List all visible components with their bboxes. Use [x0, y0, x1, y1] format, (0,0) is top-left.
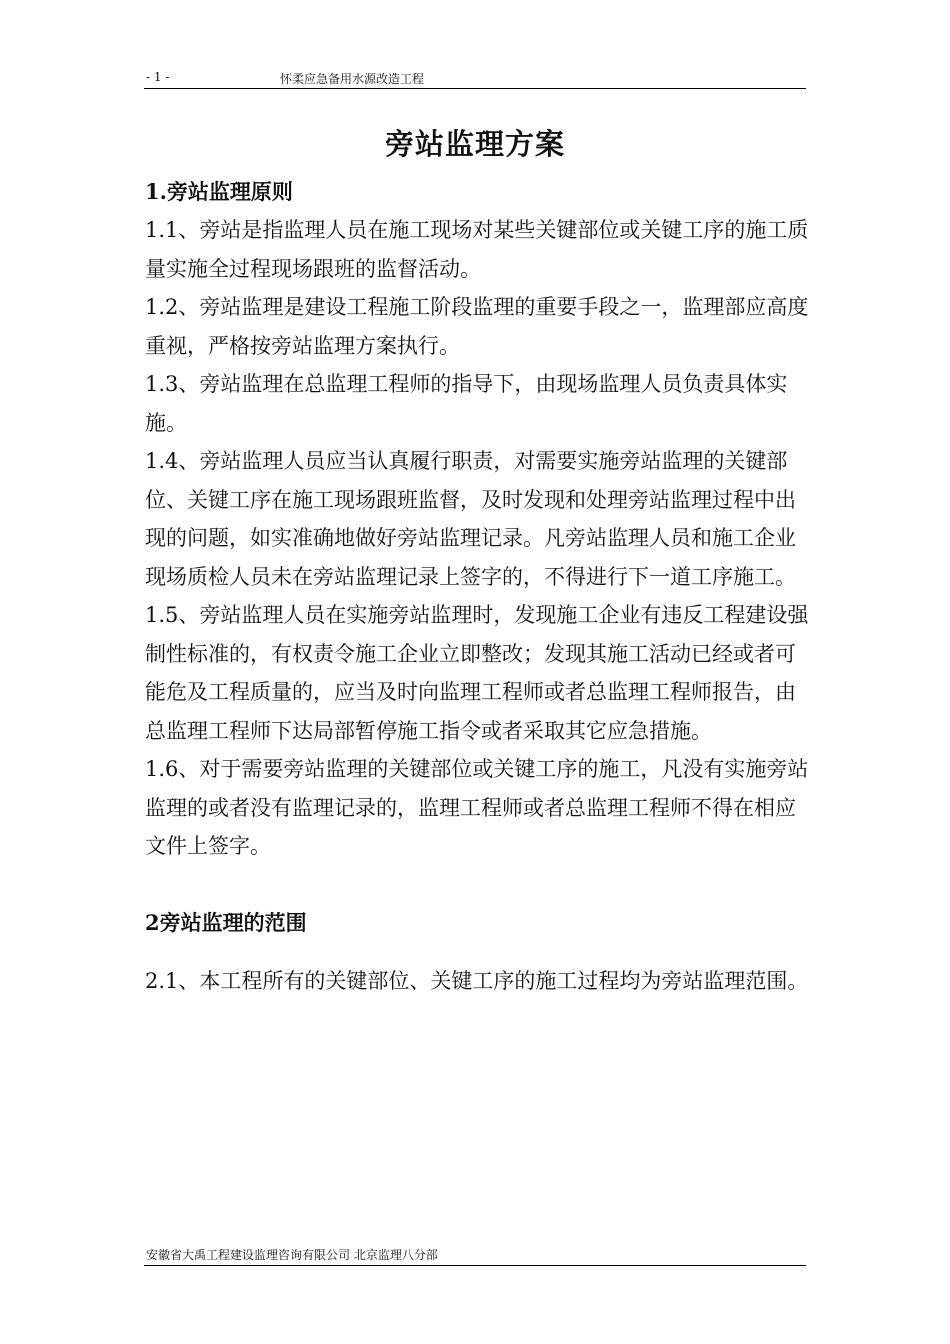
- project-name: 怀柔应急备用水源改造工程: [280, 72, 425, 86]
- page-footer: [144, 1246, 806, 1266]
- paragraph-1-5: 1.5、旁站监理人员在实施旁站监理时，发现施工企业有违反工程建设强制性标准的，有权责令施工企业立即整改；发现其施工活动已经或者可能危及工程质量的，应当及时向监理工程师或者总监理工程师报告，由总监理工程师下达局部暂停施工指令或者采取其它应急措施。: [145, 603, 809, 743]
- section-spacer: [145, 866, 810, 904]
- document-body: [145, 173, 810, 1000]
- paragraph-1-4: 1.4、旁站监理人员应当认真履行职责，对需要实施旁站监理的关键部位、关键工序在施工现场跟班监督，及时发现和处理旁站监理过程中出现的问题，如实准确地做好旁站监理记录。凡旁站监理人员和施工企业现场质检人员未在旁站监理记录上签字的，不得进行下一道工序施工。: [145, 449, 796, 589]
- document-title: 旁站监理方案: [384, 127, 565, 161]
- paragraph-1-6: 1.6、对于需要旁站监理的关键部位或关键工序的施工，凡没有实施旁站监理的或者没有监理记录的，监理工程师或者总监理工程师不得在相应文件上签字。: [145, 757, 809, 858]
- paragraph-1-1: 1.1、旁站是指监理人员在施工现场对某些关键部位或关键工序的施工质量实施全过程现场跟班的监督活动。: [145, 218, 809, 281]
- section-2-heading: 2旁站监理的范围: [145, 909, 307, 935]
- paragraph-1-2: 1.2、旁站监理是建设工程施工阶段监理的重要手段之一，监理部应高度重视，严格按旁站监理方案执行。: [145, 295, 809, 358]
- page-header: [144, 70, 806, 89]
- paragraph-2-1: 2.1、本工程所有的关键部位、关键工序的施工过程均为旁站监理范围。: [145, 968, 809, 993]
- company-name: 安徽省大禹工程建设监理咨询有限公司 北京监理八分部: [146, 1248, 438, 1262]
- section-1-heading: 1.旁站监理原则: [145, 179, 293, 204]
- page-number: - 1 -: [146, 70, 170, 84]
- section-spacer: [145, 942, 810, 962]
- paragraph-1-3: 1.3、旁站监理在总监理工程师的指导下，由现场监理人员负责具体实施。: [145, 372, 788, 435]
